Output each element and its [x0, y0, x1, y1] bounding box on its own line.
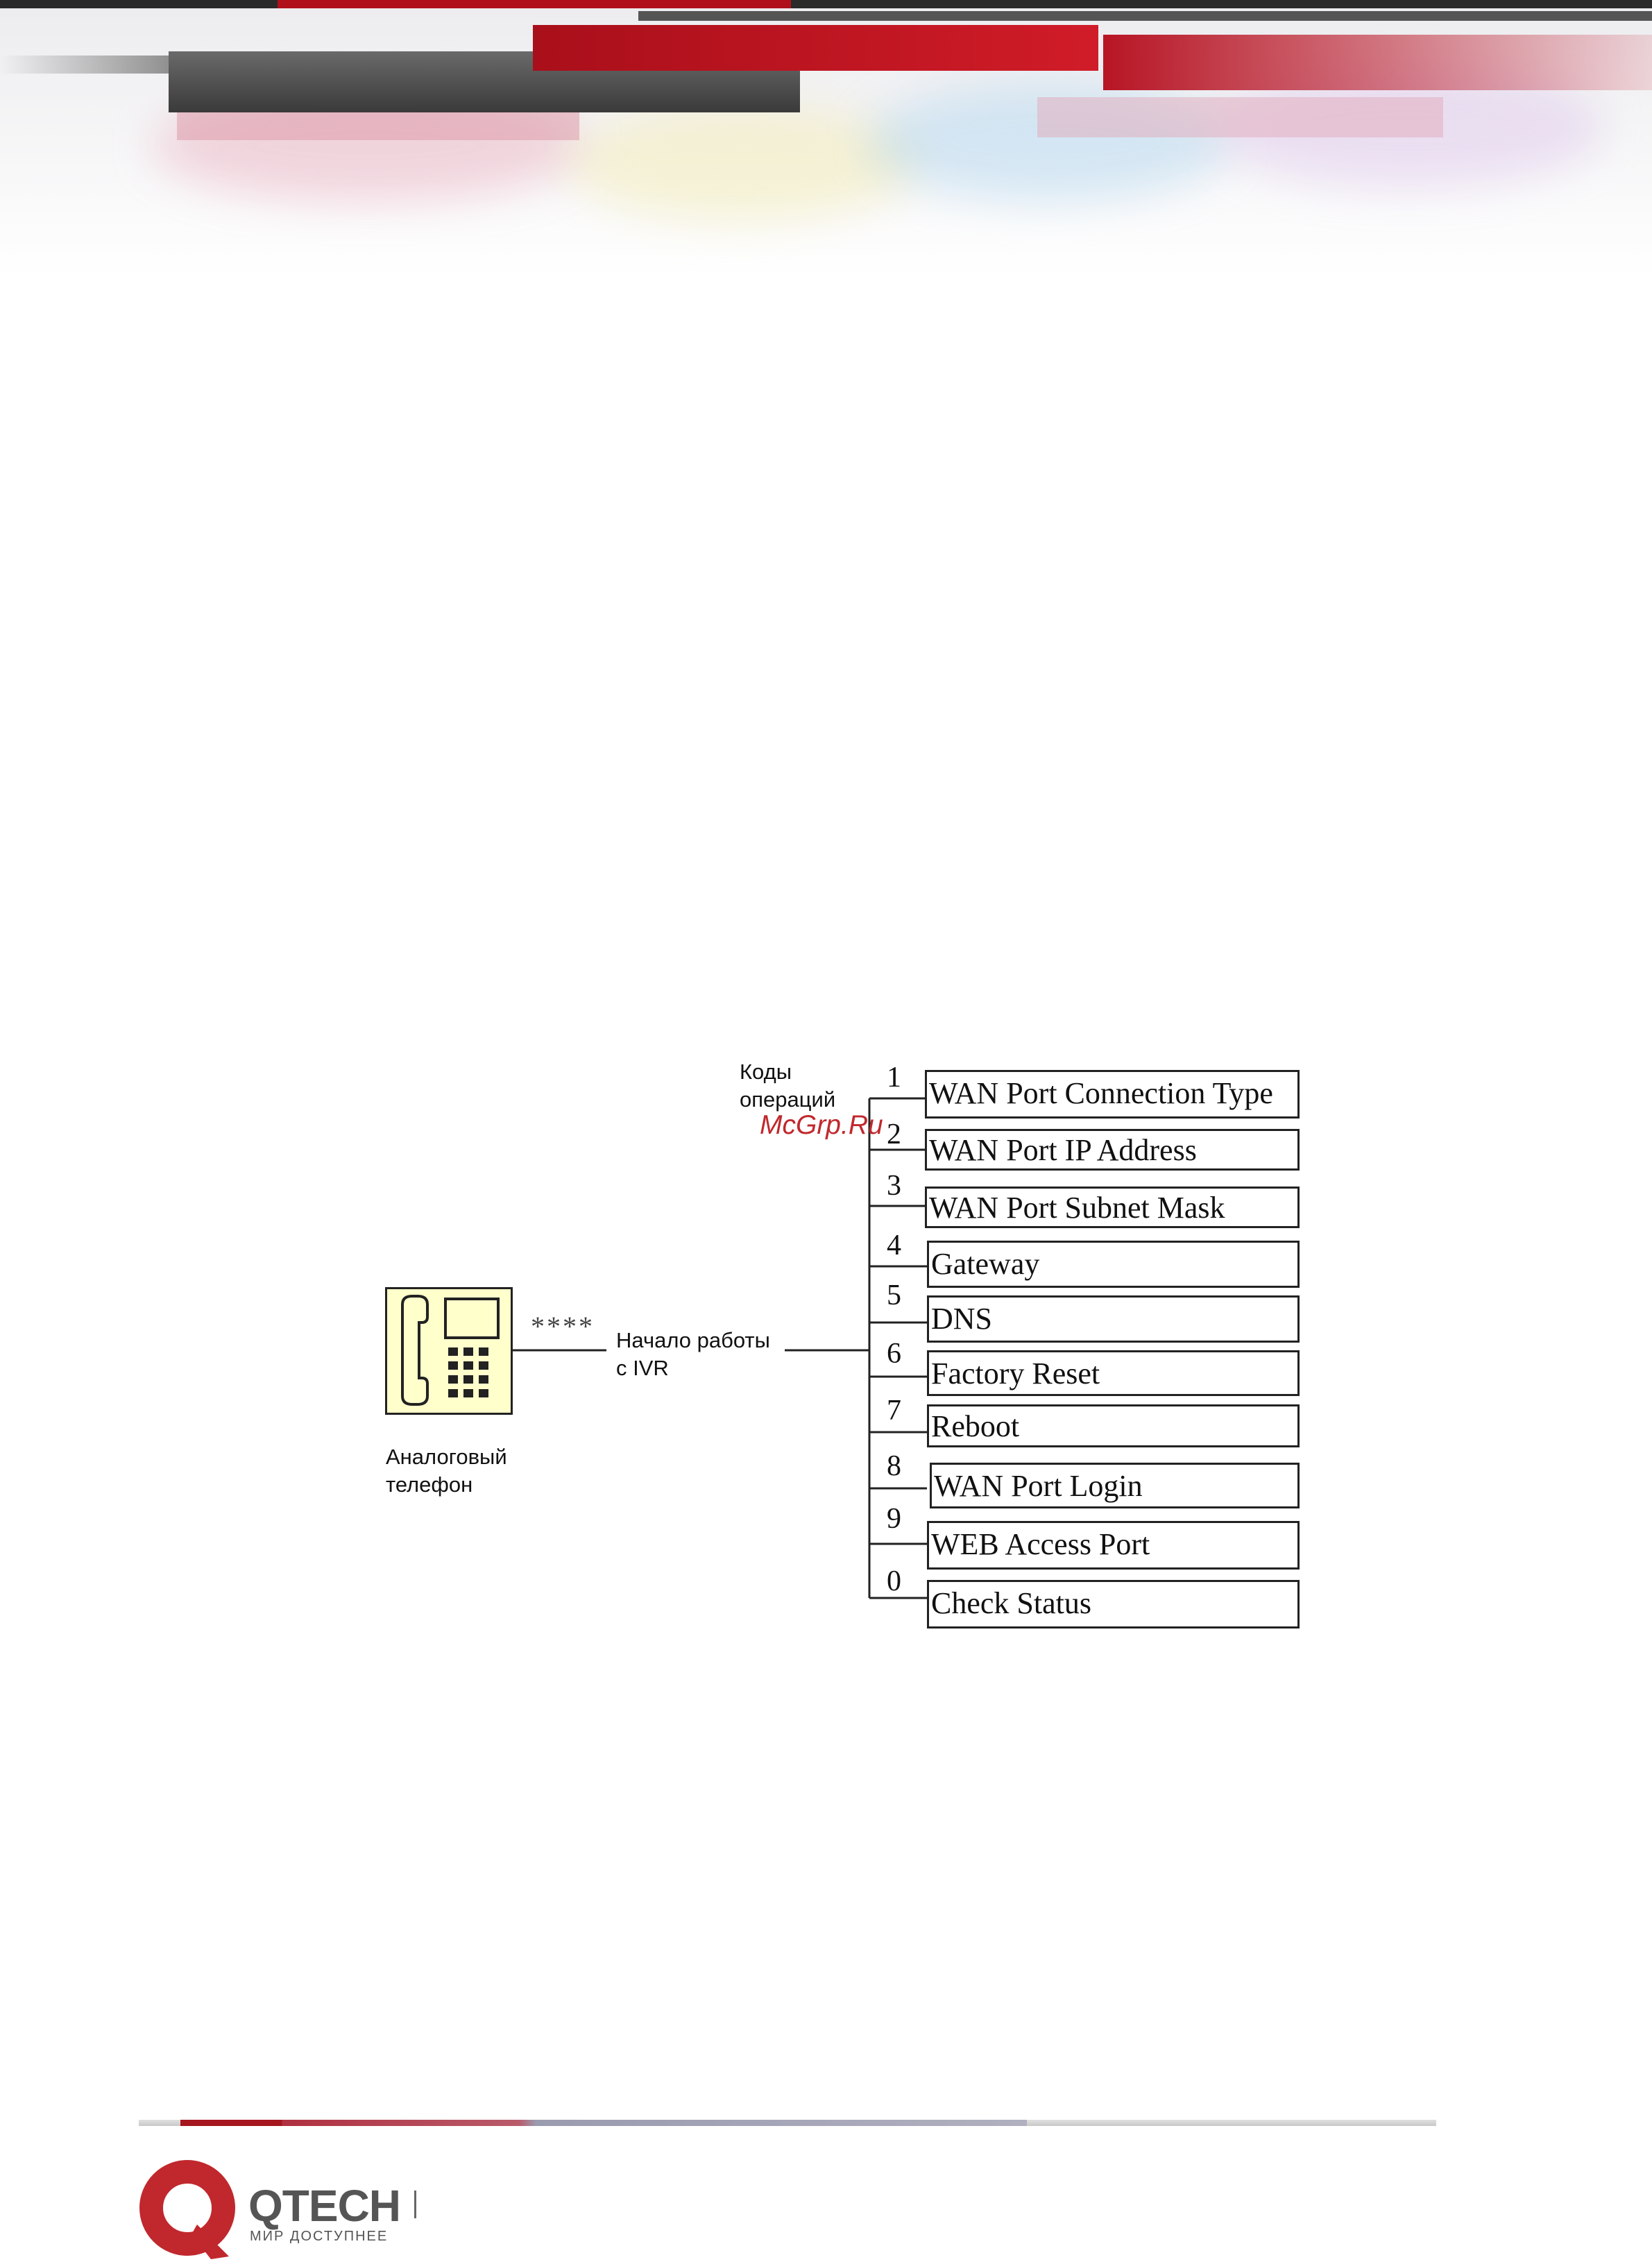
footer-rule-accent — [180, 2120, 1027, 2126]
op-codes-label — [740, 1058, 835, 1114]
start-ivr-label-line1: Начало работы — [616, 1328, 770, 1352]
dial-code: **** — [531, 1311, 595, 1342]
phone-label-line1: Аналоговый — [386, 1445, 507, 1469]
phone-label-line2: телефон — [386, 1472, 473, 1497]
analog-phone-icon — [385, 1287, 513, 1415]
op-codes-label-line1: Коды — [740, 1060, 792, 1084]
brand-tagline: МИР ДОСТУПНЕЕ — [250, 2229, 389, 2244]
op-codes-label-line2: операций — [740, 1087, 836, 1112]
op-code-digit: 8 — [887, 1450, 901, 1482]
op-code-digit: 5 — [887, 1279, 901, 1311]
op-code-digit: 7 — [887, 1395, 901, 1427]
op-code-digit: 6 — [887, 1338, 901, 1370]
op-code-digit: 2 — [887, 1119, 901, 1150]
start-ivr-label-line2: с IVR — [616, 1356, 669, 1380]
phone-label — [386, 1443, 507, 1499]
op-code-digit: 0 — [887, 1565, 901, 1597]
handset-keypad-icon — [387, 1289, 511, 1413]
op-code-digit: 4 — [887, 1230, 901, 1261]
op-box-wan-subnet-mask: WAN Port Subnet Mask — [925, 1187, 1300, 1228]
op-box-check-status: Check Status — [927, 1580, 1300, 1629]
op-box-dns: DNS — [927, 1295, 1300, 1343]
op-box-reboot: Reboot — [927, 1404, 1300, 1447]
logo-separator — [414, 2191, 416, 2218]
op-code-digit: 3 — [887, 1170, 901, 1202]
op-box-factory-reset: Factory Reset — [927, 1350, 1300, 1396]
op-box-gateway: Gateway — [927, 1241, 1300, 1288]
qtech-logo-icon — [139, 2158, 240, 2262]
op-box-wan-login: WAN Port Login — [930, 1463, 1300, 1508]
brand-name: QTECH — [248, 2181, 400, 2231]
start-ivr-label — [616, 1327, 770, 1382]
op-code-digit: 9 — [887, 1503, 901, 1535]
op-box-wan-connection-type: WAN Port Connection Type — [925, 1070, 1300, 1119]
op-code-digit: 1 — [887, 1062, 901, 1094]
op-box-web-access-port: WEB Access Port — [927, 1521, 1300, 1570]
watermark-text: McGrp.Ru — [760, 1110, 883, 1140]
op-box-wan-ip-address: WAN Port IP Address — [925, 1129, 1300, 1171]
